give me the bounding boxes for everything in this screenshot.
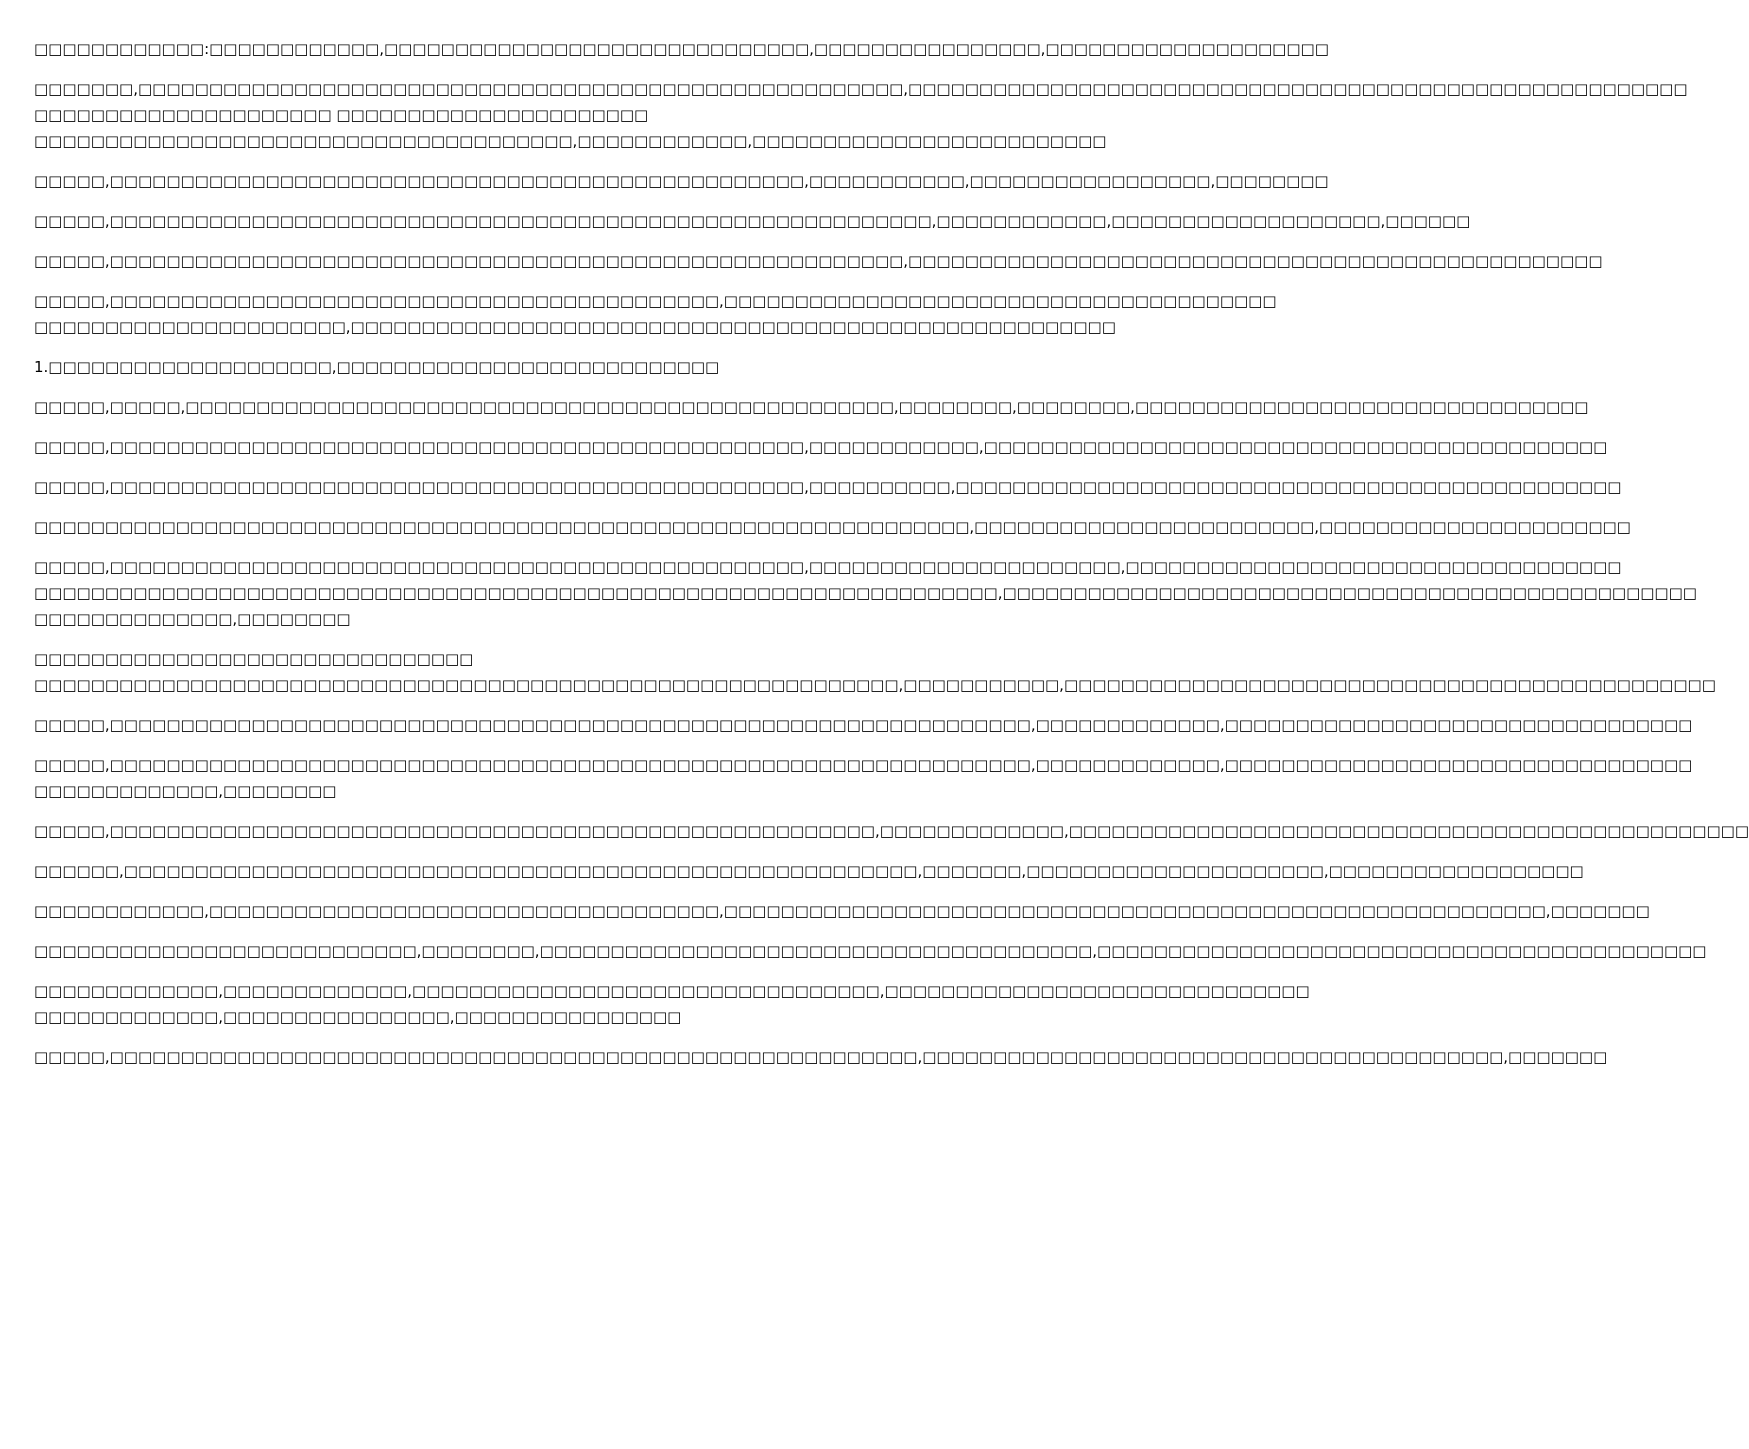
text-line: □□□□□,□□□□□□□□□□□□□□□□□□□□□□□□□□□□□□□□□□□□□□□□□□□□□□□□□,□□□□□□□□□□□□,□□□□□□□□□□□□□□□□□□□□□□□□□□□□□□□□□□□□□□□□□□□□ — [34, 438, 1608, 456]
text-line: □□□□□,□□□□□□□□□□□□□□□□□□□□□□□□□□□□□□□□□□□□□□□□□□□□□□□□□□□□□□,□□□□□□□□□□□□□,□□□□□□□□□□□□□□□□□□□□□□□□□□□□□□□□□□□□□□□□□□□□□□□□ — [34, 822, 1749, 840]
paragraph — [34, 394, 1589, 420]
text-line: □□□□□□□,□□□□□□□□□□□□□□□□□□□□□□□□□□□□□□□□□□□□□□□□□□□□□□□□□□□□□□,□□□□□□□□□□□□□□□□□□□□□□□□□□□□□□□□□□□□□□□□□□□□□□□□□□□□□□□ — [34, 80, 1688, 98]
text-line: □□□□□□□□□□□□□,□□□□□□□□□□□□□,□□□□□□□□□□□□□□□□□□□□□□□□□□□□□□□□□,□□□□□□□□□□□□□□□□□□□□□□□□□□□□□□ — [34, 982, 1310, 1000]
text-line: 1.□□□□□□□□□□□□□□□□□□□□,□□□□□□□□□□□□□□□□□□□□□□□□□□□ — [34, 358, 720, 376]
paragraph — [34, 818, 1749, 844]
paragraph — [34, 752, 1693, 804]
paragraph — [34, 76, 1688, 154]
paragraph — [34, 248, 1603, 274]
text-line: □□□□□□□□□□□□□□□□□□□□□□□□□□□,□□□□□□□□,□□□□□□□□□□□□□□□□□□□□□□□□□□□□□□□□□□□□□□□,□□□□□□□□□□□□□□□□□□□□□□□□□□□□□□□□□□□□□□□□□□□ — [34, 942, 1707, 960]
text-line: □□□□□□□□□□□□□□□□□□□□□ □□□□□□□□□□□□□□□□□□□□□□ — [34, 106, 649, 124]
paragraph — [34, 474, 1622, 500]
paragraph — [34, 288, 1277, 340]
text-line: □□□□□,□□□□□□□□□□□□□□□□□□□□□□□□□□□□□□□□□□□□□□□□□□□□□□□□□,□□□□□□□□□□□,□□□□□□□□□□□□□□□□□,□□□□□□□□ — [34, 172, 1329, 190]
paragraph — [34, 554, 1697, 632]
text-line: □□□□□□□□□□□□,□□□□□□□□□□□□□□□□□□□□□□□□□□□□□□□□□□□□,□□□□□□□□□□□□□□□□□□□□□□□□□□□□□□□□□□□□□□□□□□□□□□□□□□□□□□□□□□,□□□□□□□ — [34, 902, 1650, 920]
text-line: □□□□□,□□□□□□□□□□□□□□□□□□□□□□□□□□□□□□□□□□□□□□□□□□□,□□□□□□□□□□□□□□□□□□□□□□□□□□□□□□□□□□□□□□□ — [34, 292, 1277, 310]
paragraph — [34, 978, 1310, 1030]
text-line: □□□□□□□□□□□□□□□□□□□□□□□□□□□□□□□□□□□□□□□□□□□□□□□□□□□□□□□□□□□□□□□□□□,□□□□□□□□□□□□□□□□□□□□□□□□,□□□□□□□□□□□□□□□□□□□□□□ — [34, 518, 1631, 536]
text-line: □□□□□□□□□□□□□□□□□□□□□□□□□□□□□□□□□□□□□□□□□□□□□□□□□□□□□□□□□□□□□□□□□□□□,□□□□□□□□□□□□□□□□□□□□□□□□□□□□□□□□□□□□□□□□□□□□□□□□□ — [34, 584, 1697, 602]
text-line: □□□□□,□□□□□,□□□□□□□□□□□□□□□□□□□□□□□□□□□□□□□□□□□□□□□□□□□□□□□□□□,□□□□□□□□,□□□□□□□□,□□□□□□□□□□□□□□□□□□□□□□□□□□□□□□□□ — [34, 398, 1589, 416]
text-line: □□□□□□□□□□□□□□,□□□□□□□□ — [34, 610, 351, 628]
paragraph — [34, 208, 1471, 234]
paragraph — [34, 712, 1693, 738]
text-line: □□□□□□□□□□□□:□□□□□□□□□□□□,□□□□□□□□□□□□□□□□□□□□□□□□□□□□□□,□□□□□□□□□□□□□□□□,□□□□□□□□□□□□□□□□□□□□ — [34, 40, 1329, 58]
text-line: □□□□□,□□□□□□□□□□□□□□□□□□□□□□□□□□□□□□□□□□□□□□□□□□□□□□□□□□□□□□□□□□,□□□□□□□□□□□□,□□□□□□□□□□□□□□□□□□□,□□□□□□ — [34, 212, 1471, 230]
paragraph — [34, 434, 1608, 460]
paragraph — [34, 1044, 1608, 1070]
text-line: □□□□□,□□□□□□□□□□□□□□□□□□□□□□□□□□□□□□□□□□□□□□□□□□□□□□□□□□□□□□□□□□□□□□□□□,□□□□□□□□□□□□□,□□□□□□□□□□□□□□□□□□□□□□□□□□□□□□□□□ — [34, 756, 1693, 774]
paragraph — [34, 36, 1329, 62]
text-line: □□□□□□□□□□□□□,□□□□□□□□□□□□□□□□,□□□□□□□□□□□□□□□□ — [34, 1008, 682, 1026]
paragraph — [34, 168, 1329, 194]
paragraph — [34, 858, 1584, 884]
numbered-heading — [34, 354, 990, 380]
paragraph — [34, 898, 1650, 924]
text-line: □□□□□□□□□□□□□□□□□□□□□□□□□□□□□□□□□□□□□□,□□□□□□□□□□□□,□□□□□□□□□□□□□□□□□□□□□□□□□ — [34, 132, 1107, 150]
text-line: □□□□□,□□□□□□□□□□□□□□□□□□□□□□□□□□□□□□□□□□□□□□□□□□□□□□□□□□□□□□□□□,□□□□□□□□□□□□□□□□□□□□□□□□□□□□□□□□□□□□□□□□□,□□□□□□□ — [34, 1048, 1608, 1066]
text-line: □□□□□,□□□□□□□□□□□□□□□□□□□□□□□□□□□□□□□□□□□□□□□□□□□□□□□□□,□□□□□□□□□□□□□□□□□□□□□□,□□□□□□□□□□□□□□□□□□□□□□□□□□□□□□□□□□□ — [34, 558, 1622, 576]
text-line: □□□□□,□□□□□□□□□□□□□□□□□□□□□□□□□□□□□□□□□□□□□□□□□□□□□□□□□□□□□□□□,□□□□□□□□□□□□□□□□□□□□□□□□□□□□□□□□□□□□□□□□□□□□□□□□□ — [34, 252, 1603, 270]
paragraph — [34, 646, 1716, 698]
text-line: □□□□□□□□□□□□□,□□□□□□□□ — [34, 782, 337, 800]
document-body — [34, 36, 1749, 1084]
paragraph — [34, 938, 1707, 964]
text-line: □□□□□□□□□□□□□□□□□□□□□□□□□□□□□□□□□□□□□□□□□□□□□□□□□□□□□□□□□□□□□,□□□□□□□□□□□,□□□□□□□□□□□□□□□□□□□□□□□□□□□□□□□□□□□□□□□□□□□□□□ — [34, 676, 1716, 694]
text-line: □□□□□,□□□□□□□□□□□□□□□□□□□□□□□□□□□□□□□□□□□□□□□□□□□□□□□□□□□□□□□□□□□□□□□□□,□□□□□□□□□□□□□,□□□□□□□□□□□□□□□□□□□□□□□□□□□□□□□□□ — [34, 716, 1693, 734]
text-line: □□□□□,□□□□□□□□□□□□□□□□□□□□□□□□□□□□□□□□□□□□□□□□□□□□□□□□□,□□□□□□□□□□,□□□□□□□□□□□□□□□□□□□□□□□□□□□□□□□□□□□□□□□□□□□□□□□ — [34, 478, 1622, 496]
text-line: □□□□□□□□□□□□□□□□□□□□□□,□□□□□□□□□□□□□□□□□□□□□□□□□□□□□□□□□□□□□□□□□□□□□□□□□□□□□□ — [34, 318, 1116, 336]
text-line: □□□□□□□□□□□□□□□□□□□□□□□□□□□□□□□ — [34, 650, 474, 668]
paragraph — [34, 514, 1631, 540]
text-line: □□□□□□,□□□□□□□□□□□□□□□□□□□□□□□□□□□□□□□□□□□□□□□□□□□□□□□□□□□□□□□□,□□□□□□□,□□□□□□□□□□□□□□□□□□□□□,□□□□□□□□□□□□□□□□□□ — [34, 862, 1584, 880]
